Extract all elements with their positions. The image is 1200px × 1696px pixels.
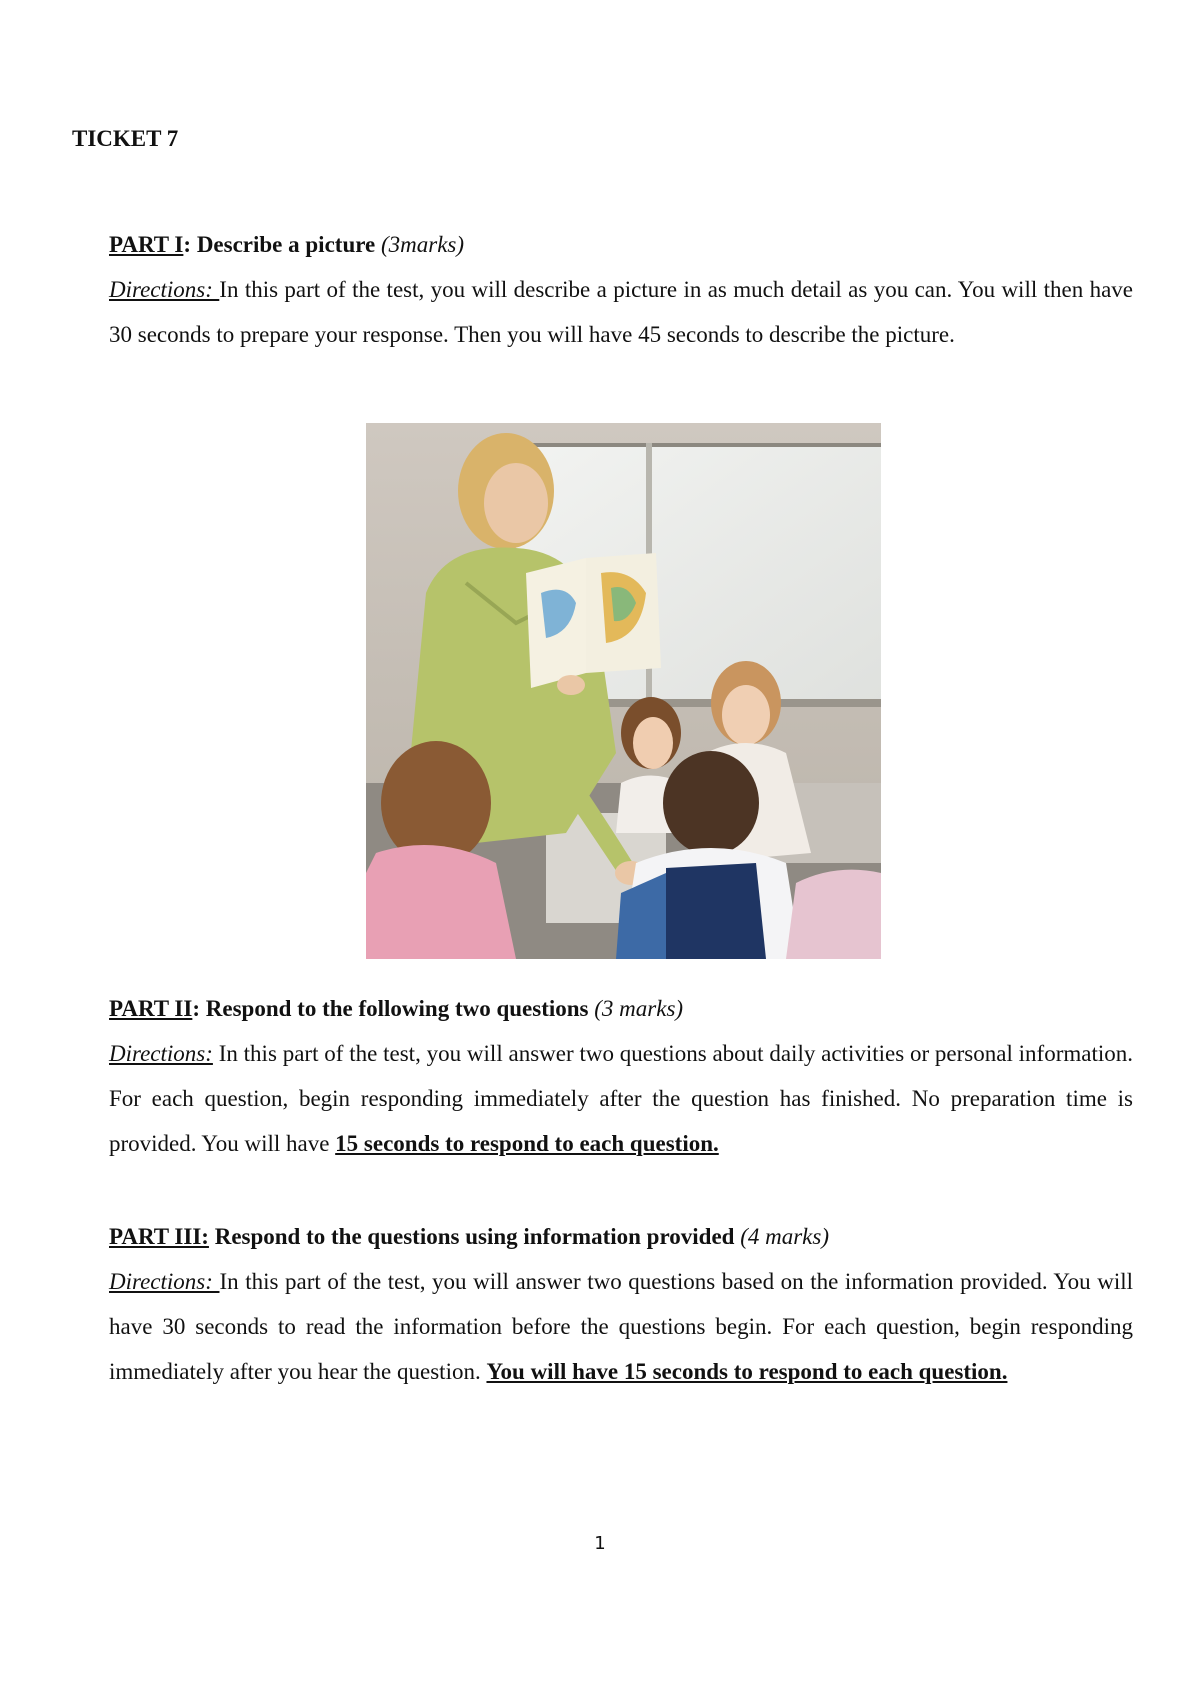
ticket-title: TICKET 7 — [72, 126, 179, 151]
classroom-photo — [366, 423, 881, 959]
part-3-directions-label: Directions: — [109, 1269, 220, 1294]
part-2-directions-text: In this part of the test, you will answer two questions about daily activities or personal information. For each question, begin responding immediately after the question has finished. No preparation time is provided. You will have — [109, 1041, 1133, 1156]
page-number: 1 — [594, 1533, 606, 1554]
part-1-colon: : — [183, 232, 197, 257]
part-3-directions-text: In this part of the test, you will answer two questions based on the information provided. You will have 30 seconds to read the information before the questions begin. For each question, begin responding immediately after you hear the question. — [109, 1269, 1133, 1384]
part-2-label: PART II — [109, 996, 193, 1021]
part-3-emphasis: You will have 15 seconds to respond to each question. — [486, 1359, 1008, 1384]
part-2-title: Respond to the following two questions — [205, 996, 595, 1021]
part-1-directions-label: Directions: — [109, 277, 220, 302]
part-3-label: PART III: — [109, 1224, 209, 1249]
part-1-title: Describe a picture — [196, 232, 381, 257]
part-2-emphasis: 15 seconds to respond to each question. — [335, 1131, 719, 1156]
part-1-directions-text: In this part of the test, you will describe a picture in as much detail as you can. You will then have 30 seconds to prepare your response. Then you will have 45 seconds to describe the picture. — [109, 277, 1133, 347]
part-2-directions-label: Directions: — [109, 1041, 213, 1066]
part-2-marks: (3 marks) — [594, 996, 684, 1021]
part-1-marks: (3marks) — [380, 232, 465, 257]
part-2-colon: : — [192, 996, 206, 1021]
part-3-marks: (4 marks) — [740, 1224, 829, 1249]
part-1-label: PART I — [109, 232, 184, 257]
part-2-section — [109, 986, 1133, 1166]
classroom-photo-image — [366, 423, 881, 959]
part-3-title: Respond to the questions using information provided — [208, 1224, 741, 1249]
part-1-section — [109, 222, 1133, 357]
part-3-section — [109, 1214, 1133, 1394]
